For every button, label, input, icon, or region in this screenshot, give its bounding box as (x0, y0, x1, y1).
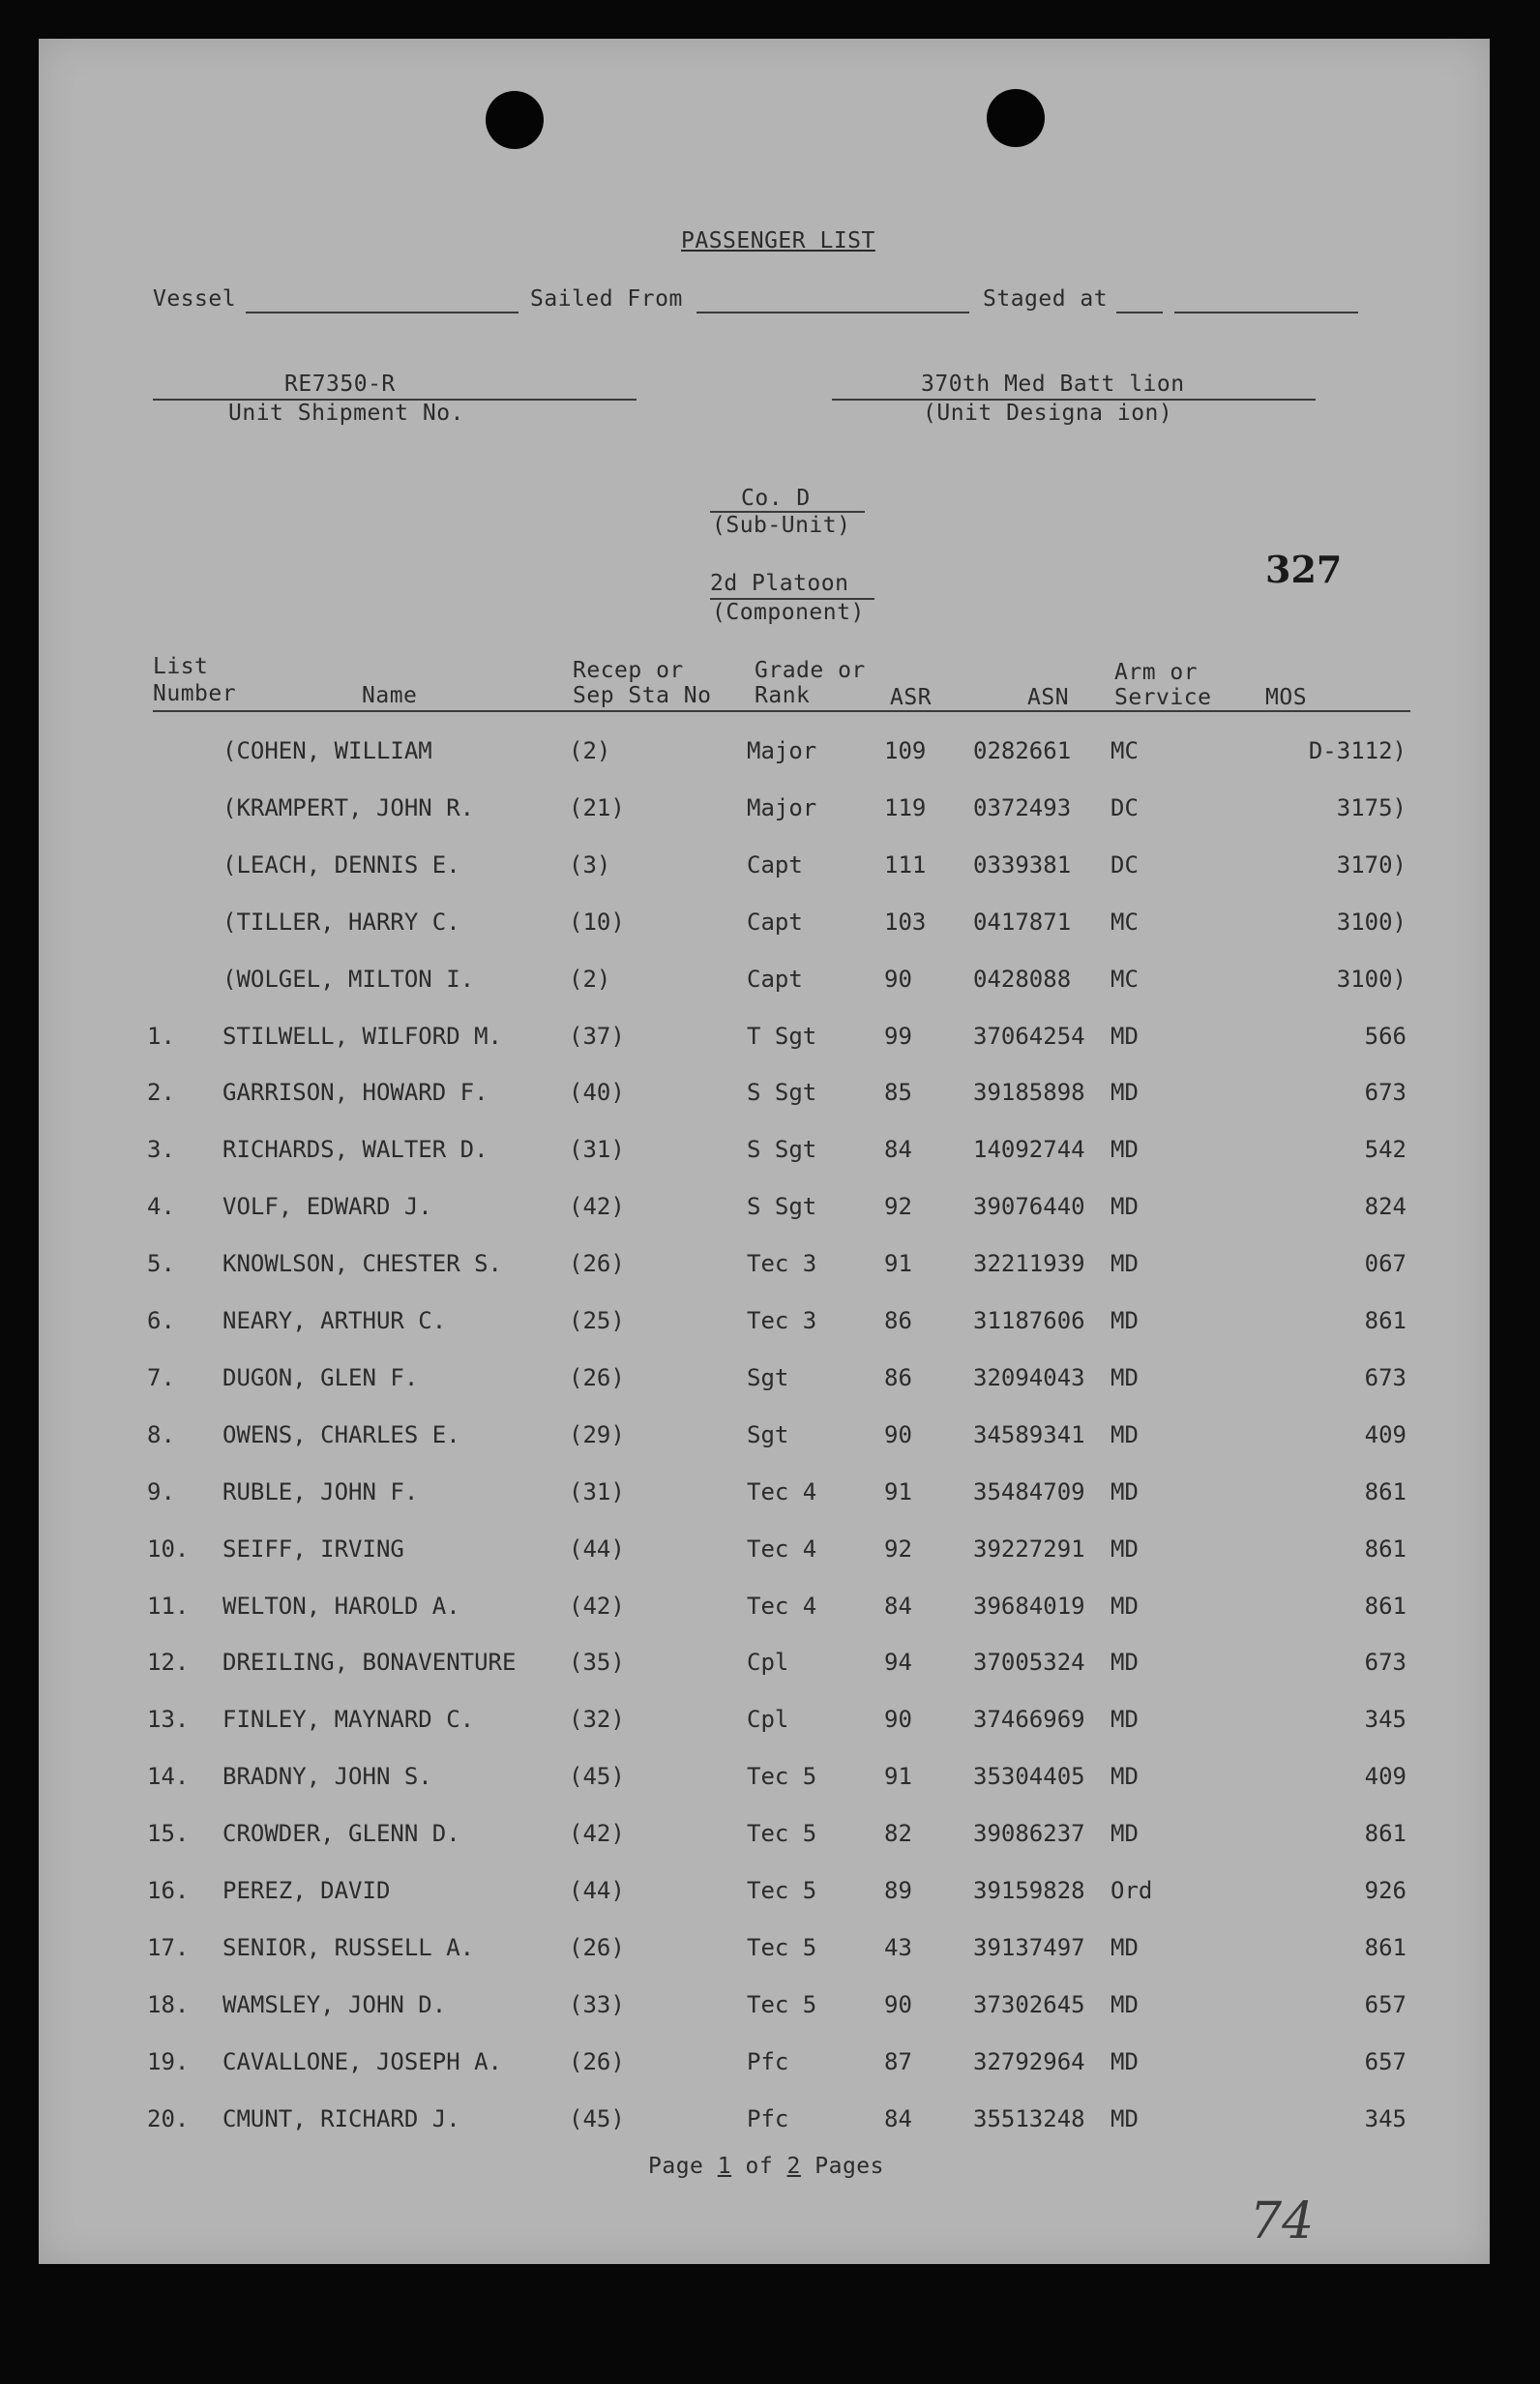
recep-station: (45) (569, 2105, 625, 2132)
page-current: 1 (717, 2154, 732, 2179)
arm-service: MD (1111, 2048, 1139, 2075)
header-mos: MOS (1265, 685, 1308, 710)
asr-score: 119 (884, 794, 927, 821)
header-number: Number (153, 681, 237, 706)
recep-station: (42) (569, 1593, 625, 1620)
recep-station: (2) (569, 737, 611, 764)
passenger-name: BRADNY, JOHN S. (222, 1763, 432, 1790)
list-number: 2. (147, 1079, 175, 1106)
passenger-name: WELTON, HAROLD A. (222, 1593, 460, 1620)
grade-rank: Tec 5 (747, 1877, 817, 1904)
list-number: 15. (147, 1820, 190, 1847)
asn-serial: 32792964 (973, 2048, 1085, 2075)
passenger-name: SENIOR, RUSSELL A. (222, 1934, 475, 1961)
passenger-name: FINLEY, MAYNARD C. (222, 1706, 475, 1733)
passenger-name: (WOLGEL, MILTON I. (222, 966, 475, 993)
asr-score: 82 (884, 1820, 912, 1847)
grade-rank: Major (747, 737, 817, 764)
mos-code: 3170) (1336, 851, 1407, 879)
list-number: 1. (147, 1023, 175, 1050)
asr-score: 90 (884, 966, 912, 993)
component-label: (Component) (712, 600, 865, 625)
unit-designation-label: (Unit Designa ion) (923, 401, 1173, 426)
recep-station: (32) (569, 1706, 625, 1733)
asr-score: 84 (884, 1136, 912, 1163)
table-row (39, 1023, 1490, 1061)
passenger-name: SEIFF, IRVING (222, 1535, 404, 1563)
arm-service: MD (1111, 1307, 1139, 1334)
asr-score: 43 (884, 1934, 912, 1961)
recep-station: (3) (569, 851, 611, 879)
asn-serial: 37064254 (973, 1023, 1085, 1050)
mos-code: 861 (1364, 1820, 1407, 1847)
recep-station: (31) (569, 1478, 625, 1505)
asn-serial: 35484709 (973, 1478, 1085, 1505)
asr-score: 91 (884, 1763, 912, 1790)
asn-serial: 39185898 (973, 1079, 1085, 1106)
passenger-name: WAMSLEY, JOHN D. (222, 1991, 447, 2018)
header-name: Name (362, 683, 418, 708)
arm-service: MD (1111, 1535, 1139, 1563)
page-prefix: Page (648, 2154, 704, 2179)
recep-station: (25) (569, 1307, 625, 1334)
table-row (39, 1193, 1490, 1232)
grade-rank: Tec 4 (747, 1478, 817, 1505)
grade-rank: Tec 5 (747, 1820, 817, 1847)
table-row (39, 1478, 1490, 1517)
passenger-name: KNOWLSON, CHESTER S. (222, 1250, 502, 1277)
handwritten-number: 74 (1250, 2192, 1315, 2250)
table-row (39, 1079, 1490, 1118)
page-total: 2 (786, 2154, 801, 2179)
asn-serial: 34589341 (973, 1421, 1085, 1448)
arm-service: MC (1111, 909, 1139, 936)
recep-station: (40) (569, 1079, 625, 1106)
arm-service: MD (1111, 1934, 1139, 1961)
sub-unit-label: (Sub-Unit) (712, 513, 851, 538)
asr-score: 111 (884, 851, 927, 879)
passenger-list-sheet (39, 39, 1490, 2264)
mos-code: 067 (1364, 1250, 1407, 1277)
table-row (39, 2048, 1490, 2087)
recep-station: (29) (569, 1421, 625, 1448)
table-row (39, 1991, 1490, 2030)
table-row (39, 1877, 1490, 1916)
asn-serial: 39076440 (973, 1193, 1085, 1220)
arm-service: MD (1111, 2105, 1139, 2132)
asn-serial: 31187606 (973, 1307, 1085, 1334)
page-suffix: Pages (814, 2154, 884, 2179)
table-row (39, 737, 1490, 776)
list-number: 4. (147, 1193, 175, 1220)
table-row (39, 1593, 1490, 1631)
asn-serial: 39159828 (973, 1877, 1085, 1904)
arm-service: Ord (1111, 1877, 1153, 1904)
asr-score: 84 (884, 2105, 912, 2132)
mos-code: 409 (1364, 1763, 1407, 1790)
list-number: 6. (147, 1307, 175, 1334)
asn-serial: 37302645 (973, 1991, 1085, 2018)
arm-service: MD (1111, 1193, 1139, 1220)
staged-at-blank (1116, 312, 1163, 313)
recep-station: (42) (569, 1820, 625, 1847)
asn-serial: 14092744 (973, 1136, 1085, 1163)
asn-serial: 0339381 (973, 851, 1072, 879)
recep-station: (10) (569, 909, 625, 936)
table-row (39, 1307, 1490, 1346)
asn-serial: 39227291 (973, 1535, 1085, 1563)
punch-hole (486, 91, 544, 149)
mos-code: 657 (1364, 2048, 1407, 2075)
unit-shipment-value: RE7350-R (284, 372, 396, 397)
sailed-from-blank (696, 312, 969, 313)
asr-score: 91 (884, 1250, 912, 1277)
asr-score: 90 (884, 1991, 912, 2018)
arm-service: DC (1111, 794, 1139, 821)
table-row (39, 851, 1490, 890)
passenger-name: CMUNT, RICHARD J. (222, 2105, 460, 2132)
asr-score: 84 (884, 1593, 912, 1620)
table-row (39, 1421, 1490, 1460)
passenger-name: STILWELL, WILFORD M. (222, 1023, 502, 1050)
header-list: List (153, 654, 209, 679)
mos-code: 3175) (1336, 794, 1407, 821)
asn-serial: 35513248 (973, 2105, 1085, 2132)
asr-score: 90 (884, 1706, 912, 1733)
mos-code: 824 (1364, 1193, 1407, 1220)
stamped-sheet-number: 327 (1265, 548, 1343, 591)
header-sep-sta: Sep Sta No (573, 683, 712, 708)
sub-unit-value: Co. D (741, 486, 811, 511)
grade-rank: Capt (747, 851, 803, 879)
sailed-from-label: Sailed From (530, 286, 683, 312)
grade-rank: Tec 5 (747, 1991, 817, 2018)
arm-service: MD (1111, 1136, 1139, 1163)
table-row (39, 1250, 1490, 1289)
vessel-label: Vessel (153, 286, 237, 312)
list-number: 18. (147, 1991, 190, 2018)
grade-rank: Major (747, 794, 817, 821)
arm-service: MD (1111, 1421, 1139, 1448)
asn-serial: 32094043 (973, 1364, 1085, 1391)
table-row (39, 794, 1490, 833)
table-row (39, 1763, 1490, 1802)
mos-code: 861 (1364, 1535, 1407, 1563)
arm-service: MD (1111, 1763, 1139, 1790)
asr-score: 92 (884, 1193, 912, 1220)
list-number: 9. (147, 1478, 175, 1505)
mos-code: 673 (1364, 1079, 1407, 1106)
grade-rank: S Sgt (747, 1079, 817, 1106)
asr-score: 103 (884, 909, 927, 936)
recep-station: (37) (569, 1023, 625, 1050)
arm-service: MD (1111, 1593, 1139, 1620)
mos-code: 409 (1364, 1421, 1407, 1448)
recep-station: (45) (569, 1763, 625, 1790)
list-number: 17. (147, 1934, 190, 1961)
table-row (39, 1136, 1490, 1175)
arm-service: MD (1111, 1023, 1139, 1050)
recep-station: (44) (569, 1877, 625, 1904)
recep-station: (31) (569, 1136, 625, 1163)
passenger-name: (TILLER, HARRY C. (222, 909, 460, 936)
mos-code: 673 (1364, 1649, 1407, 1676)
passenger-name: (LEACH, DENNIS E. (222, 851, 460, 879)
list-number: 10. (147, 1535, 190, 1563)
list-number: 19. (147, 2048, 190, 2075)
grade-rank: Capt (747, 966, 803, 993)
header-arm: Arm or (1114, 660, 1199, 685)
mos-code: 861 (1364, 1593, 1407, 1620)
arm-service: MD (1111, 1991, 1139, 2018)
table-row (39, 2105, 1490, 2144)
mos-code: 657 (1364, 1991, 1407, 2018)
passenger-name: (KRAMPERT, JOHN R. (222, 794, 475, 821)
table-row (39, 1364, 1490, 1403)
list-number: 12. (147, 1649, 190, 1676)
arm-service: MD (1111, 1706, 1139, 1733)
grade-rank: Tec 3 (747, 1307, 817, 1334)
header-rule (153, 710, 1410, 712)
passenger-name: VOLF, EDWARD J. (222, 1193, 432, 1220)
grade-rank: T Sgt (747, 1023, 817, 1050)
arm-service: MD (1111, 1364, 1139, 1391)
recep-station: (33) (569, 1991, 625, 2018)
asn-serial: 32211939 (973, 1250, 1085, 1277)
mos-code: 3100) (1336, 966, 1407, 993)
header-asn: ASN (1027, 685, 1070, 710)
header-service: Service (1114, 685, 1212, 710)
list-number: 13. (147, 1706, 190, 1733)
vessel-blank (246, 312, 518, 313)
passenger-name: DREILING, BONAVENTURE (222, 1649, 517, 1676)
unit-designation-value: 370th Med Batt lion (921, 372, 1185, 397)
list-number: 20. (147, 2105, 190, 2132)
grade-rank: Pfc (747, 2105, 789, 2132)
recep-station: (26) (569, 1250, 625, 1277)
list-number: 14. (147, 1763, 190, 1790)
passenger-name: NEARY, ARTHUR C. (222, 1307, 447, 1334)
table-row (39, 1820, 1490, 1859)
table-row (39, 1706, 1490, 1744)
mos-code: 3100) (1336, 909, 1407, 936)
arm-service: MC (1111, 737, 1139, 764)
grade-rank: Tec 5 (747, 1763, 817, 1790)
asn-serial: 39137497 (973, 1934, 1085, 1961)
table-row (39, 1649, 1490, 1687)
mos-code: 566 (1364, 1023, 1407, 1050)
recep-station: (21) (569, 794, 625, 821)
arm-service: MD (1111, 1820, 1139, 1847)
recep-station: (26) (569, 2048, 625, 2075)
passenger-name: RICHARDS, WALTER D. (222, 1136, 489, 1163)
mos-code: 345 (1364, 1706, 1407, 1733)
grade-rank: Sgt (747, 1364, 789, 1391)
arm-service: MD (1111, 1250, 1139, 1277)
mos-code: 861 (1364, 1478, 1407, 1505)
asn-serial: 35304405 (973, 1763, 1085, 1790)
grade-rank: Tec 4 (747, 1535, 817, 1563)
asn-serial: 0282661 (973, 737, 1072, 764)
arm-service: MD (1111, 1478, 1139, 1505)
staged-at-label: Staged at (983, 286, 1109, 312)
table-row (39, 1934, 1490, 1973)
grade-rank: Capt (747, 909, 803, 936)
component-value: 2d Platoon (710, 571, 849, 596)
header-grade: Grade or (755, 658, 866, 683)
document-title: PASSENGER LIST (681, 228, 875, 253)
grade-rank: Cpl (747, 1649, 789, 1676)
asn-serial: 0428088 (973, 966, 1072, 993)
asr-score: 91 (884, 1478, 912, 1505)
asr-score: 109 (884, 737, 927, 764)
grade-rank: Tec 3 (747, 1250, 817, 1277)
mos-code: 542 (1364, 1136, 1407, 1163)
asr-score: 86 (884, 1364, 912, 1391)
grade-rank: S Sgt (747, 1193, 817, 1220)
mos-code: 926 (1364, 1877, 1407, 1904)
header-asr: ASR (890, 685, 933, 710)
passenger-name: CROWDER, GLENN D. (222, 1820, 460, 1847)
asn-serial: 39086237 (973, 1820, 1085, 1847)
punch-hole (987, 89, 1045, 147)
table-row (39, 909, 1490, 947)
recep-station: (44) (569, 1535, 625, 1563)
asn-serial: 0372493 (973, 794, 1072, 821)
passenger-name: OWENS, CHARLES E. (222, 1421, 460, 1448)
list-number: 16. (147, 1877, 190, 1904)
asr-score: 90 (884, 1421, 912, 1448)
staged-at-blank-2 (1174, 312, 1358, 313)
mos-code: D-3112) (1308, 737, 1407, 764)
passenger-name: (COHEN, WILLIAM (222, 737, 432, 764)
grade-rank: Cpl (747, 1706, 789, 1733)
asn-serial: 39684019 (973, 1593, 1085, 1620)
asn-serial: 0417871 (973, 909, 1072, 936)
asr-score: 94 (884, 1649, 912, 1676)
grade-rank: Tec 5 (747, 1934, 817, 1961)
passenger-name: DUGON, GLEN F. (222, 1364, 419, 1391)
recep-station: (26) (569, 1934, 625, 1961)
list-number: 3. (147, 1136, 175, 1163)
recep-station: (2) (569, 966, 611, 993)
arm-service: MD (1111, 1649, 1139, 1676)
asr-score: 87 (884, 2048, 912, 2075)
passenger-name: PEREZ, DAVID (222, 1877, 391, 1904)
recep-station: (35) (569, 1649, 625, 1676)
asr-score: 99 (884, 1023, 912, 1050)
mos-code: 345 (1364, 2105, 1407, 2132)
asr-score: 89 (884, 1877, 912, 1904)
arm-service: MC (1111, 966, 1139, 993)
asn-serial: 37466969 (973, 1706, 1085, 1733)
header-recep: Recep or (573, 658, 684, 683)
asr-score: 86 (884, 1307, 912, 1334)
page-of: of (745, 2154, 774, 2179)
asr-score: 85 (884, 1079, 912, 1106)
recep-station: (42) (569, 1193, 625, 1220)
passenger-name: RUBLE, JOHN F. (222, 1478, 419, 1505)
unit-shipment-label: Unit Shipment No. (228, 401, 464, 426)
passenger-name: CAVALLONE, JOSEPH A. (222, 2048, 502, 2075)
mos-code: 861 (1364, 1307, 1407, 1334)
grade-rank: S Sgt (747, 1136, 817, 1163)
asr-score: 92 (884, 1535, 912, 1563)
arm-service: MD (1111, 1079, 1139, 1106)
passenger-name: GARRISON, HOWARD F. (222, 1079, 489, 1106)
asn-serial: 37005324 (973, 1649, 1085, 1676)
list-number: 7. (147, 1364, 175, 1391)
list-number: 5. (147, 1250, 175, 1277)
grade-rank: Tec 4 (747, 1593, 817, 1620)
table-row (39, 966, 1490, 1004)
mos-code: 673 (1364, 1364, 1407, 1391)
grade-rank: Sgt (747, 1421, 789, 1448)
list-number: 8. (147, 1421, 175, 1448)
arm-service: DC (1111, 851, 1139, 879)
page-indicator (648, 2154, 884, 2179)
mos-code: 861 (1364, 1934, 1407, 1961)
recep-station: (26) (569, 1364, 625, 1391)
header-rank: Rank (755, 683, 811, 708)
table-row (39, 1535, 1490, 1574)
grade-rank: Pfc (747, 2048, 789, 2075)
list-number: 11. (147, 1593, 190, 1620)
